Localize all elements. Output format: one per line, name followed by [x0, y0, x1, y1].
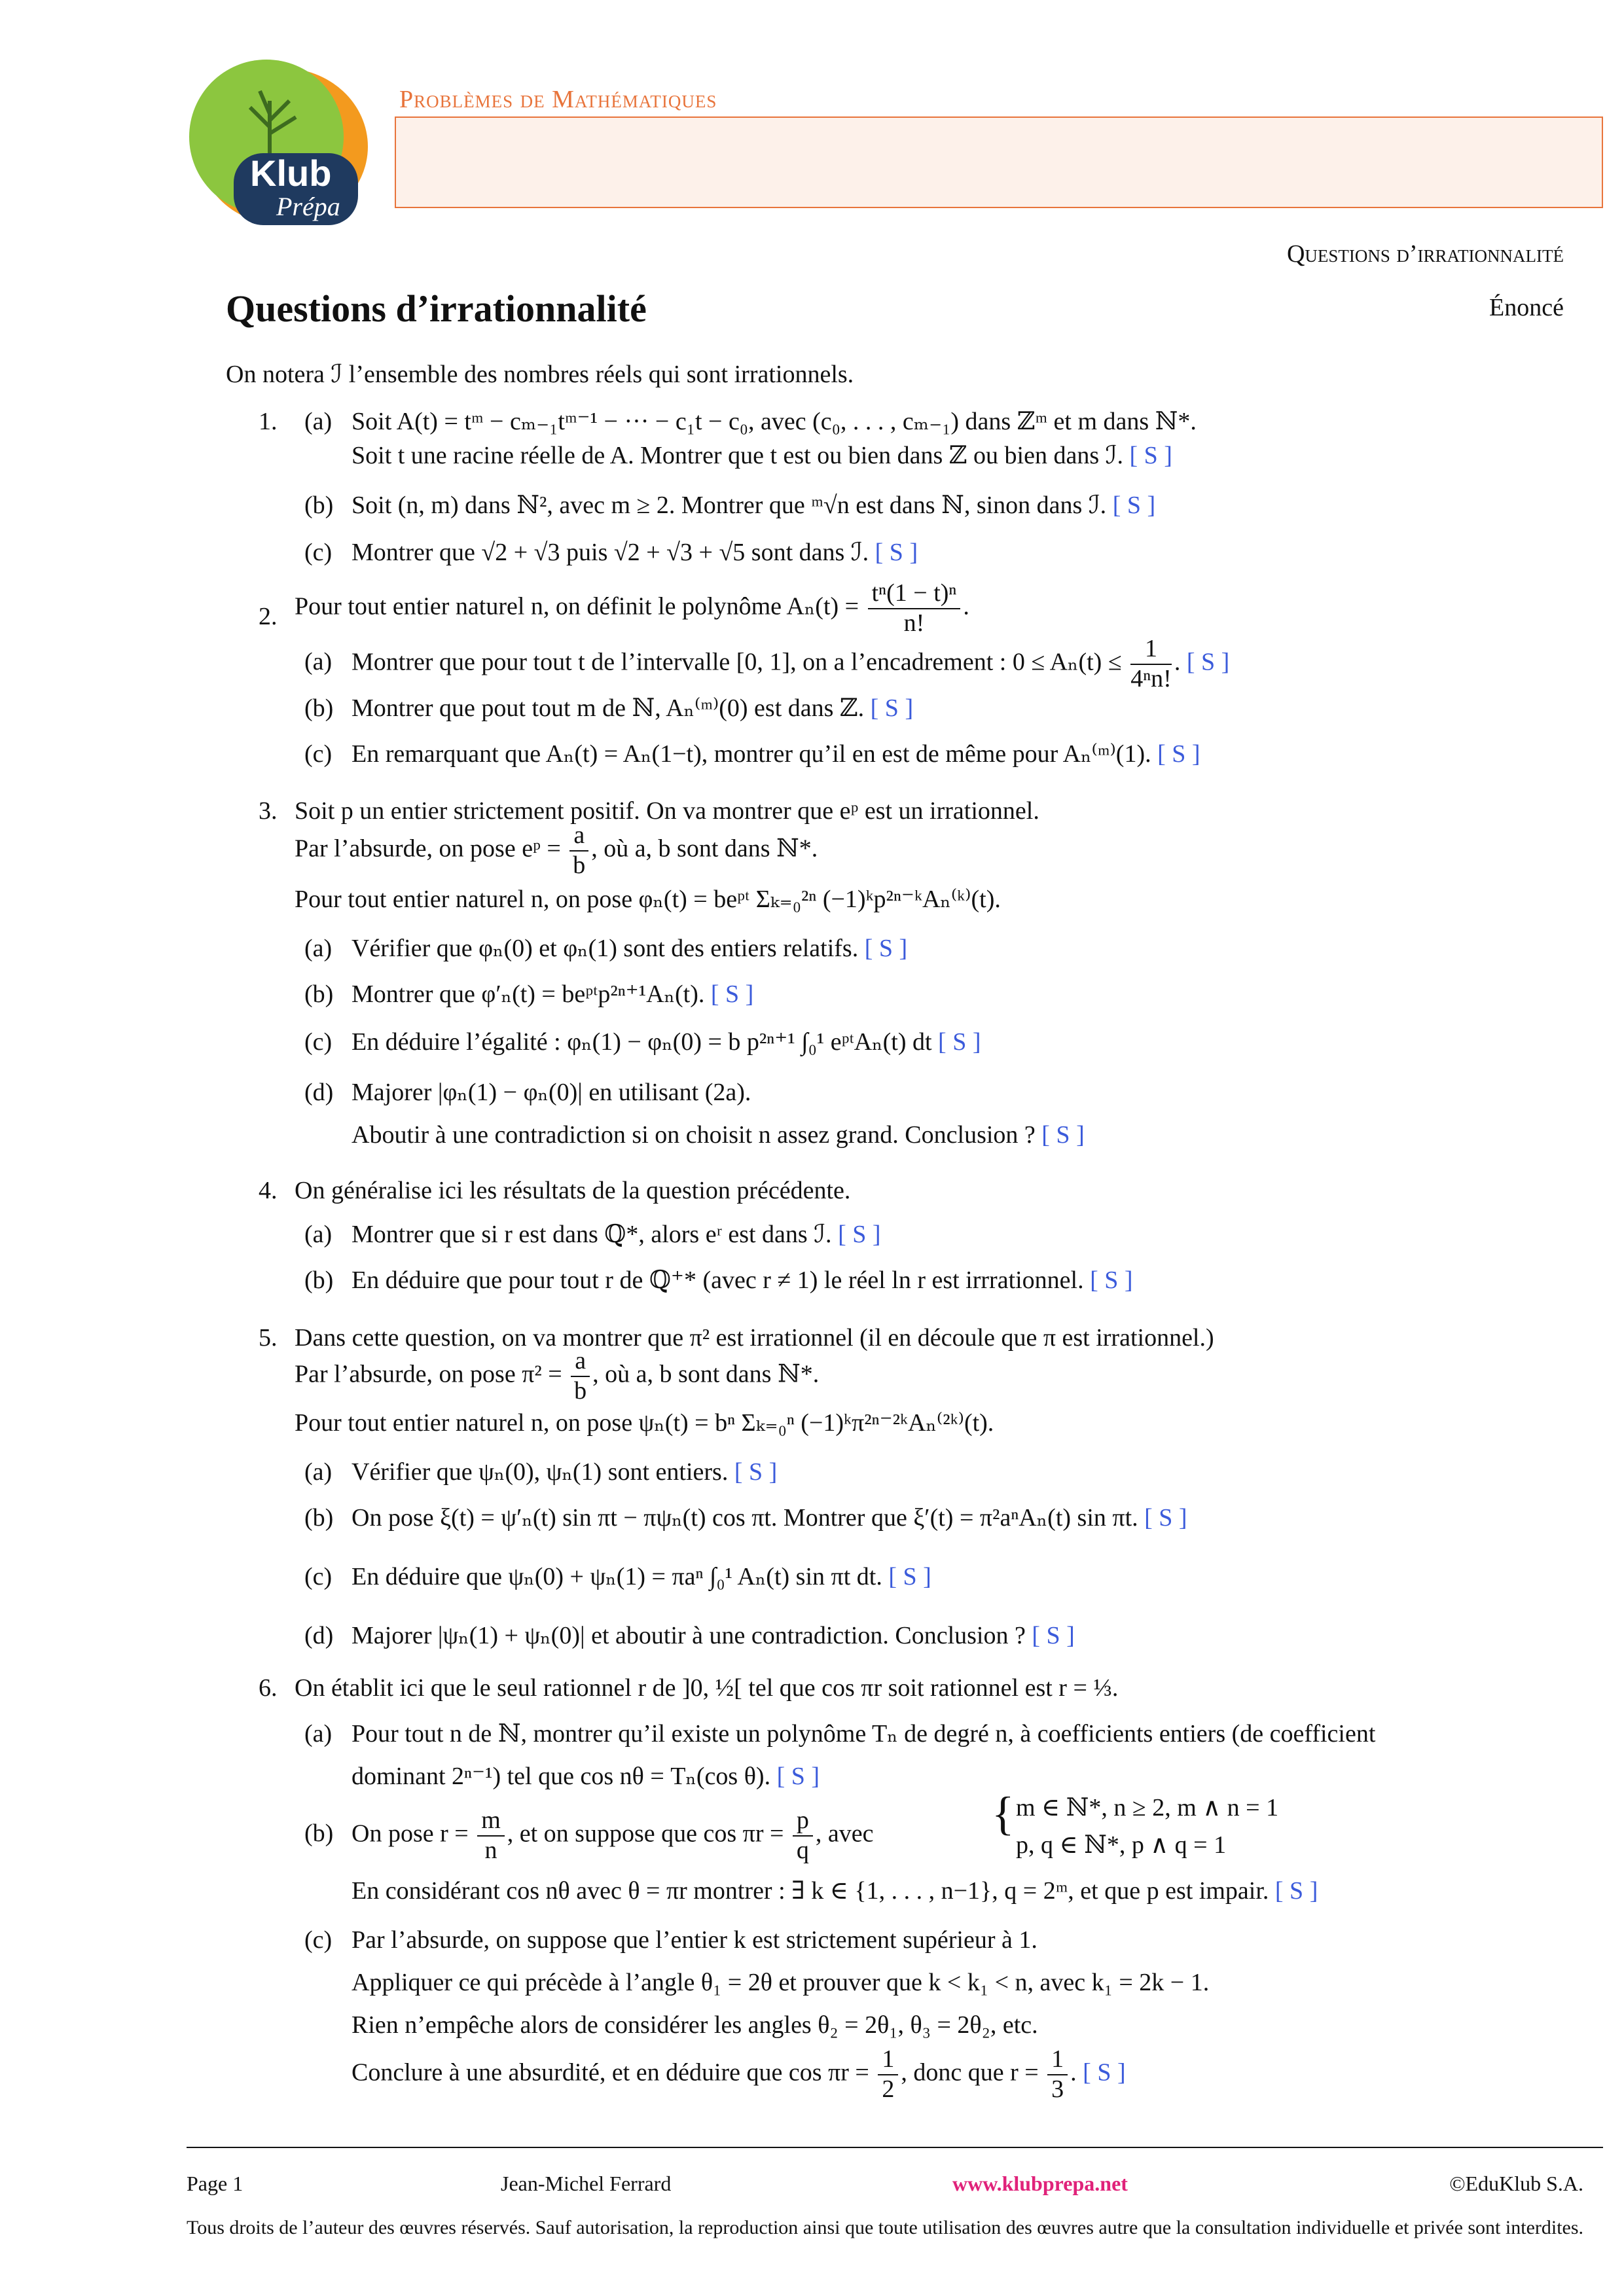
q1c: (c) Montrer que √2 + √3 puis √2 + √3 + √5 sont dans ℐ. [ S ] [304, 539, 918, 566]
q3-line1: Soit p un entier strictement positif. On va montrer que eᵖ est un irrationnel. [295, 797, 1039, 825]
q6c-line1: (c) Par l’absurde, on suppose que l’entier k est strictement supérieur à 1. [304, 1926, 1038, 1954]
q2-intro: Pour tout entier naturel n, on définit le polynôme Aₙ(t) = $\frac{\text{tⁿ(1 − t)ⁿ}}{n!}$ . [295, 579, 969, 637]
q3-line3: Pour tout entier naturel n, on pose φₙ(t) = beᵖᵗ Σₖ₌₀²ⁿ (−1)ᵏp²ⁿ⁻ᵏAₙ⁽ᵏ⁾(t). [295, 886, 1001, 913]
q4-number: 4. [259, 1177, 278, 1204]
footer-legal: Tous droits de l’auteur des œuvres réservés. Sauf autorisation, la reproduction ainsi que toute utilisation des œuvres autre que la consultation individuelle et privée sont interdites. [187, 2217, 1584, 2238]
solution-link[interactable]: [ S ] [838, 1221, 881, 1248]
q5b: (b) On pose ξ(t) = ψ′ₙ(t) sin πt − πψₙ(t) cos πt. Montrer que ξ′(t) = π²aⁿAₙ(t) sin πt. [ S ] [304, 1504, 1187, 1532]
q6b-line2: En considérant cos nθ avec θ = πr montrer : ∃ k ∈ {1, . . . , n−1}, q = 2ᵐ, et que p est impair. [ S ] [352, 1877, 1318, 1905]
footer-rule [187, 2147, 1603, 2148]
solution-link[interactable]: [ S ] [1274, 1877, 1318, 1905]
q5-number: 5. [259, 1324, 278, 1352]
q5-line3: Pour tout entier naturel n, on pose ψₙ(t) = bⁿ Σₖ₌₀ⁿ (−1)ᵏπ²ⁿ⁻²ᵏAₙ⁽²ᵏ⁾(t). [295, 1409, 994, 1437]
footer-copyright: ©EduKlub S.A. [1449, 2172, 1583, 2195]
q5a: (a) Vérifier que ψₙ(0), ψₙ(1) sont entiers. [ S ] [304, 1458, 778, 1486]
q6-line1: On établit ici que le seul rationnel r de ]0, ½[ tel que cos πr soit rationnel est r = ⅓. [295, 1674, 1119, 1702]
header-box [395, 117, 1603, 321]
svg-text:Prépa: Prépa [276, 192, 340, 221]
q1a-line1: (a) Soit A(t) = tᵐ − cₘ₋₁tᵐ⁻¹ − ··· − c₁t − c₀, avec (c₀, . . . , cₘ₋₁) dans ℤᵐ et m dans ℕ*. [304, 408, 1197, 435]
q5-line2: Par l’absurde, on pose π² = $\frac{a}{b}$ , où a, b sont dans ℕ*. [295, 1347, 820, 1405]
q6c-line2: Appliquer ce qui précède à l’angle θ₁ = 2θ et prouver que k < k₁ < n, avec k₁ = 2k − 1. [352, 1969, 1210, 1996]
solution-link[interactable]: [ S ] [1129, 442, 1172, 469]
footer-author: Jean-Michel Ferrard [501, 2172, 672, 2195]
solution-link[interactable]: [ S ] [888, 1563, 931, 1590]
solution-link[interactable]: [ S ] [875, 539, 918, 566]
q3-number: 3. [259, 797, 278, 825]
q3b: (b) Montrer que φ′ₙ(t) = beᵖᵗp²ⁿ⁺¹Aₙ(t). [ S ] [304, 980, 754, 1008]
q5d: (d) Majorer |ψₙ(1) + ψₙ(0)| et aboutir à une contradiction. Conclusion ? [ S ] [304, 1622, 1075, 1649]
q6c-line4: Conclure à une absurdité, et en déduire que cos πr = $\frac{1}{2}$ , donc que r = $\frac{1}{3}$ . [ S ] [352, 2045, 1126, 2103]
solution-link[interactable]: [ S ] [734, 1458, 778, 1486]
q3c: (c) En déduire l’égalité : φₙ(1) − φₙ(0) = b p²ⁿ⁺¹ ∫₀¹ eᵖᵗAₙ(t) dt [ S ] [304, 1028, 981, 1056]
q3d-line1: (d) Majorer |φₙ(1) − φₙ(0)| en utilisant (2a). [304, 1079, 751, 1106]
q5c: (c) En déduire que ψₙ(0) + ψₙ(1) = πaⁿ ∫₀¹ Aₙ(t) sin πt dt. [ S ] [304, 1563, 931, 1590]
document-intro: On notera ℐ l’ensemble des nombres réels qui sont irrationnels. [226, 361, 854, 388]
q3a: (a) Vérifier que φₙ(0) et φₙ(1) sont des entiers relatifs. [ S ] [304, 935, 908, 962]
header-title: Questions d’irrationnalité [1286, 240, 1564, 268]
q1b: (b) Soit (n, m) dans ℕ², avec m ≥ 2. Montrer que ᵐ√n est dans ℕ, sinon dans ℐ. [ S ] [304, 492, 1156, 519]
solution-link[interactable]: [ S ] [1090, 1266, 1133, 1294]
solution-link[interactable]: [ S ] [710, 980, 754, 1008]
q6c-line3: Rien n’empêche alors de considérer les angles θ₂ = 2θ₁, θ₃ = 2θ₂, etc. [352, 2011, 1038, 2039]
q3d-line2: Aboutir à une contradiction si on choisit n assez grand. Conclusion ? [ S ] [352, 1121, 1085, 1149]
q6-number: 6. [259, 1674, 278, 1702]
solution-link[interactable]: [ S ] [1112, 492, 1156, 519]
q6b-system-line1: m ∈ ℕ*, n ≥ 2, m ∧ n = 1 [1016, 1794, 1279, 1821]
header-series: Problèmes de Mathématiques [399, 86, 717, 113]
document-title: Questions d’irrationnalité [226, 287, 647, 330]
header-subtitle: Énoncé [1489, 294, 1564, 321]
q1-number: 1. [259, 408, 278, 435]
q2c: (c) En remarquant que Aₙ(t) = Aₙ(1−t), montrer qu’il en est de même pour Aₙ⁽ᵐ⁾(1). [ S ] [304, 740, 1200, 768]
solution-link[interactable]: [ S ] [1041, 1121, 1085, 1149]
solution-link[interactable]: [ S ] [1157, 740, 1200, 768]
system-brace: { [992, 1787, 1015, 1840]
q2-number: 2. [259, 603, 278, 630]
q2a: (a) Montrer que pour tout t de l’intervalle [0, 1], on a l’encadrement : 0 ≤ Aₙ(t) ≤ $\frac{1}{\text{4ⁿn!}}$ . [ S ] [304, 635, 1230, 692]
q4b: (b) En déduire que pour tout r de ℚ⁺* (avec r ≠ 1) le réel ln r est irrrationnel. [ S ] [304, 1266, 1133, 1294]
q6b-system-line2: p, q ∈ ℕ*, p ∧ q = 1 [1016, 1831, 1227, 1859]
solution-link[interactable]: [ S ] [938, 1028, 981, 1056]
solution-link[interactable]: [ S ] [1032, 1622, 1075, 1649]
q6a-line2: dominant 2ⁿ⁻¹) tel que cos nθ = Tₙ(cos θ). [ S ] [352, 1763, 820, 1790]
solution-link[interactable]: [ S ] [776, 1763, 820, 1790]
solution-link[interactable]: [ S ] [864, 935, 908, 962]
q4a: (a) Montrer que si r est dans ℚ*, alors eʳ est dans ℐ. [ S ] [304, 1221, 881, 1248]
footer-page: Page 1 [187, 2172, 244, 2195]
q6b: (b) On pose r = $\frac{m}{n}$ , et on suppose que cos πr = $\frac{p}{q}$ , avec [304, 1806, 874, 1864]
q5-line1: Dans cette question, on va montrer que π² est irrationnel (il en découle que π est irrationnel.) [295, 1324, 1214, 1352]
solution-link[interactable]: [ S ] [1083, 2058, 1126, 2087]
solution-link[interactable]: [ S ] [870, 694, 914, 722]
q6a-line1: (a) Pour tout n de ℕ, montrer qu’il existe un polynôme Tₙ de degré n, à coefficients entiers (de coefficient [304, 1720, 1376, 1748]
q4-line1: On généralise ici les résultats de la question précédente. [295, 1177, 851, 1204]
q1a-line2: Soit t une racine réelle de A. Montrer que t est ou bien dans ℤ ou bien dans ℐ. [ S ] [352, 442, 1172, 469]
solution-link[interactable]: [ S ] [1186, 648, 1230, 676]
solution-link[interactable]: [ S ] [1144, 1504, 1187, 1532]
klubprepa-logo [171, 55, 376, 232]
svg-text:Klub: Klub [250, 152, 332, 194]
footer-site-link[interactable]: www.klubprepa.net [952, 2172, 1128, 2195]
q2b: (b) Montrer que pout tout m de ℕ, Aₙ⁽ᵐ⁾(0) est dans ℤ. [ S ] [304, 694, 914, 722]
q3-line2: Par l’absurde, on pose eᵖ = $\frac{a}{b}$ , où a, b sont dans ℕ*. [295, 821, 818, 879]
